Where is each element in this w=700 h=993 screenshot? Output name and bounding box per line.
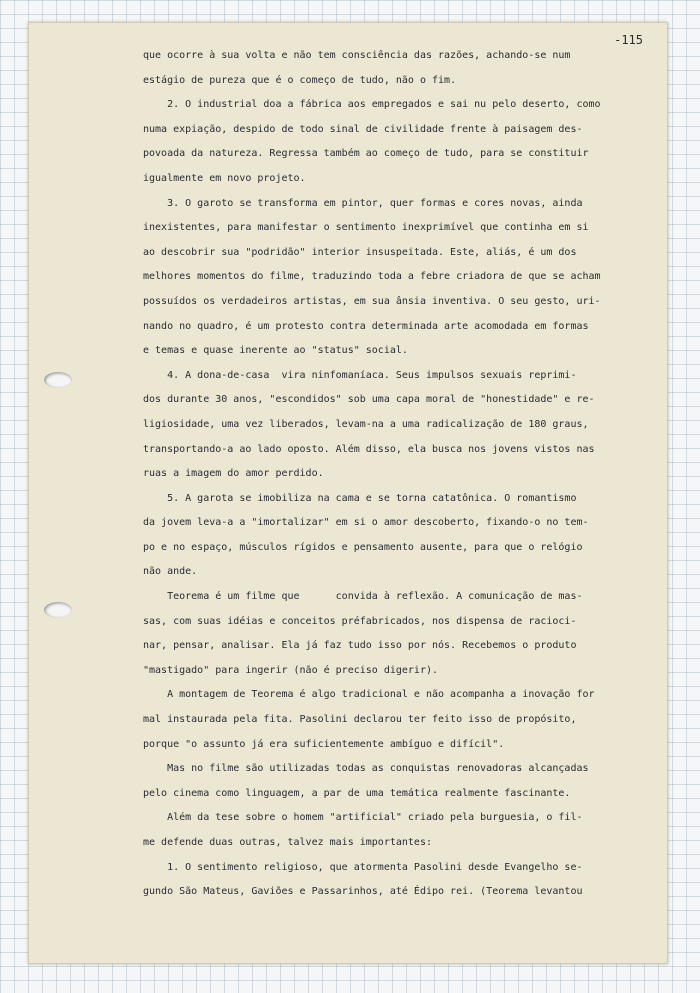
text-line: 5. A garota se imobiliza na cama e se torna catatônica. O romantismo xyxy=(143,492,577,504)
text-line: gundo São Mateus, Gaviões e Passarinhos, até Édipo rei. (Teorema levantou xyxy=(143,886,583,898)
text-line: "mastigado" para ingerir (não é preciso digerir). xyxy=(143,664,439,676)
text-line: po e no espaço, músculos rígidos e pensamento ausente, para que o relógio xyxy=(143,541,583,553)
text-line: possuídos os verdadeiros artistas, em sua ânsia inventiva. O seu gesto, uri- xyxy=(143,295,601,307)
text-line: numa expiação, despido de todo sinal de civilidade frente à paisagem des- xyxy=(143,123,583,135)
text-line: Mas no filme são utilizadas todas as conquistas renovadoras alcançadas xyxy=(143,763,589,775)
text-line: inexistentes, para manifestar o sentimento inexprimível que continha em si xyxy=(143,222,589,234)
text-line: transportando-a ao lado oposto. Além disso, ela busca nos jovens vistos nas xyxy=(143,443,595,455)
text-line: ao descobrir sua "podridão" interior insuspeitada. Este, aliás, é um dos xyxy=(143,246,577,258)
text-line: povoada da natureza. Regressa também ao começo de tudo, para se constituir xyxy=(143,148,589,160)
page-number: -115 xyxy=(614,33,643,47)
text-line: ligiosidade, uma vez liberados, levam-na a uma radicalização de 180 graus, xyxy=(143,418,589,430)
text-line: 4. A dona-de-casa vira ninfomaníaca. Seus impulsos sexuais reprimi- xyxy=(143,369,577,381)
text-line: porque "o assunto já era suficientemente ambíguo e difícil". xyxy=(143,738,505,750)
text-line: dos durante 30 anos, "escondidos" sob uma capa moral de "honestidade" e re- xyxy=(143,394,595,406)
text-line: e temas e quase inerente ao "status" social. xyxy=(143,345,408,357)
punch-hole xyxy=(44,372,72,388)
text-line: pelo cinema como linguagem, a par de uma temática realmente fascinante. xyxy=(143,787,571,799)
text-line: não ande. xyxy=(143,566,198,578)
text-line: Teorema é um filme que convida à reflexão. A comunicação de mas- xyxy=(143,591,583,603)
text-line: 2. O industrial doa a fábrica aos empregados e sai nu pelo deserto, como xyxy=(143,99,601,111)
body-text xyxy=(143,44,601,905)
text-line: me defende duas outras, talvez mais importantes: xyxy=(143,837,432,848)
text-line: 3. O garoto se transforma em pintor, quer formas e cores novas, ainda xyxy=(143,197,583,209)
text-line: melhores momentos do filme, traduzindo toda a febre criadora de que se acham xyxy=(143,271,601,283)
text-line: mal instaurada pela fita. Pasolini declarou ter feito isso de propósito, xyxy=(143,714,577,726)
punch-hole xyxy=(44,602,72,618)
text-line: nar, pensar, analisar. Ela já faz tudo isso por nós. Recebemos o produto xyxy=(143,640,577,652)
text-line: ruas a imagem do amor perdido. xyxy=(143,468,324,480)
text-line: 1. O sentimento religioso, que atormenta Pasolini desde Evangelho se- xyxy=(143,861,583,873)
text-line: que ocorre à sua volta e não tem consciência das razões, achando-se num xyxy=(143,50,571,61)
text-line: estágio de pureza que é o começo de tudo, não o fim. xyxy=(143,74,457,86)
text-line: igualmente em novo projeto. xyxy=(143,172,306,184)
text-line: nando no quadro, é um protesto contra determinada arte acomodada em formas xyxy=(143,320,589,332)
text-line: A montagem de Teorema é algo tradicional e não acompanha a inovação for xyxy=(143,689,595,701)
text-line: da jovem leva-a a "imortalizar" em si o amor descoberto, fixando-o no tem- xyxy=(143,517,589,529)
text-line: sas, com suas idéias e conceitos préfabricados, nos dispensa de racioci- xyxy=(143,615,577,627)
text-line: Além da tese sobre o homem "artificial" criado pela burguesia, o fil- xyxy=(143,812,583,824)
